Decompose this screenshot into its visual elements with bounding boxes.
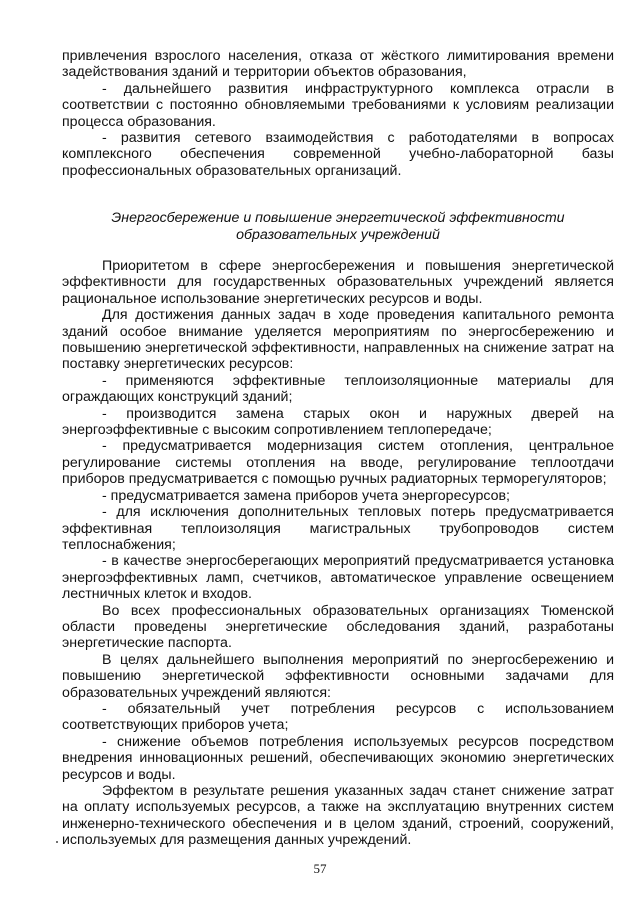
list-item: - обязательный учет потребления ресурсов с использованием соответствующих приборов учета; — [62, 700, 614, 734]
continuation-text — [62, 48, 614, 179]
list-item: - производится замена старых окон и наружных дверей на энергоэффективные с высоким сопротивлением теплопередаче; — [62, 405, 614, 439]
paragraph: Эффектом в результате решения указанных задач станет снижение затрат на оплату используемых ресурсов, а также на эксплуатацию внутренних систем инженерно-технического обеспечения и в целом зданий, строений, сооружений, используемых для размещения данных учреждений. — [62, 783, 614, 849]
list-item: - применяются эффективные теплоизоляционные материалы для ограждающих конструкций зданий; — [62, 372, 614, 406]
paragraph: Для достижения данных задач в ходе проведения капитального ремонта зданий особое внимание уделяется мероприятиям по энергосбережению и повышению энергетической эффективности, направленных на снижение затрат на поставку энергетических ресурсов: — [62, 307, 614, 373]
list-item: - для исключения дополнительных тепловых потерь предусматривается эффективная теплоизоляция магистральных трубопроводов систем теплоснабжения; — [62, 504, 614, 553]
section-body — [62, 258, 614, 849]
scan-speck — [56, 841, 58, 843]
list-item: - в качестве энергосберегающих мероприятий предусматривается установка энергоэффективных ламп, счетчиков, автоматическое управление освещением лестничных клеток и входов. — [62, 553, 614, 603]
paragraph: - развития сетевого взаимодействия с работодателями в вопросах комплексного обеспечения современной учебно-лабораторной базы профессиональных образовательных организаций. — [62, 130, 614, 179]
paragraph: В целях дальнейшего выполнения мероприятий по энергосбережению и повышению энергетической эффективности основными задачами для образовательных учреждений являются: — [62, 651, 614, 701]
section-heading-line: Энергосбережение и повышение энергетической эффективности — [111, 210, 565, 226]
section-heading — [62, 210, 614, 244]
paragraph: - дальнейшего развития инфраструктурного комплекса отрасли в соответствии с постоянно обновляемыми требованиями к условиям реализации процесса образования. — [62, 80, 614, 130]
page-number: 57 — [313, 861, 327, 876]
list-item: - снижение объемов потребления используемых ресурсов посредством внедрения инновационных решений, обеспечивающих экономию энергетических ресурсов и воды. — [62, 733, 614, 783]
list-item: - предусматривается модернизация систем отопления, центральное регулирование системы отопления на вводе, регулирование теплоотдачи приборов предусматривается с помощью ручных радиаторных терморегуляторов; — [62, 438, 614, 488]
paragraph: Во всех профессиональных образовательных организациях Тюменской области проведены энергетические обследования зданий, разработаны энергетические паспорта. — [62, 602, 614, 652]
section-heading-line: образовательных учреждений — [236, 227, 440, 243]
paragraph: Приоритетом в сфере энергосбережения и повышения энергетической эффективности для государственных образовательных учреждений является рациональное использование энергетических ресурсов и воды. — [62, 258, 614, 307]
list-item: - предусматривается замена приборов учета энергоресурсов; — [102, 487, 510, 504]
paragraph: привлечения взрослого населения, отказа от жёсткого лимитирования времени задействования зданий и территории объектов образования, — [62, 48, 614, 81]
